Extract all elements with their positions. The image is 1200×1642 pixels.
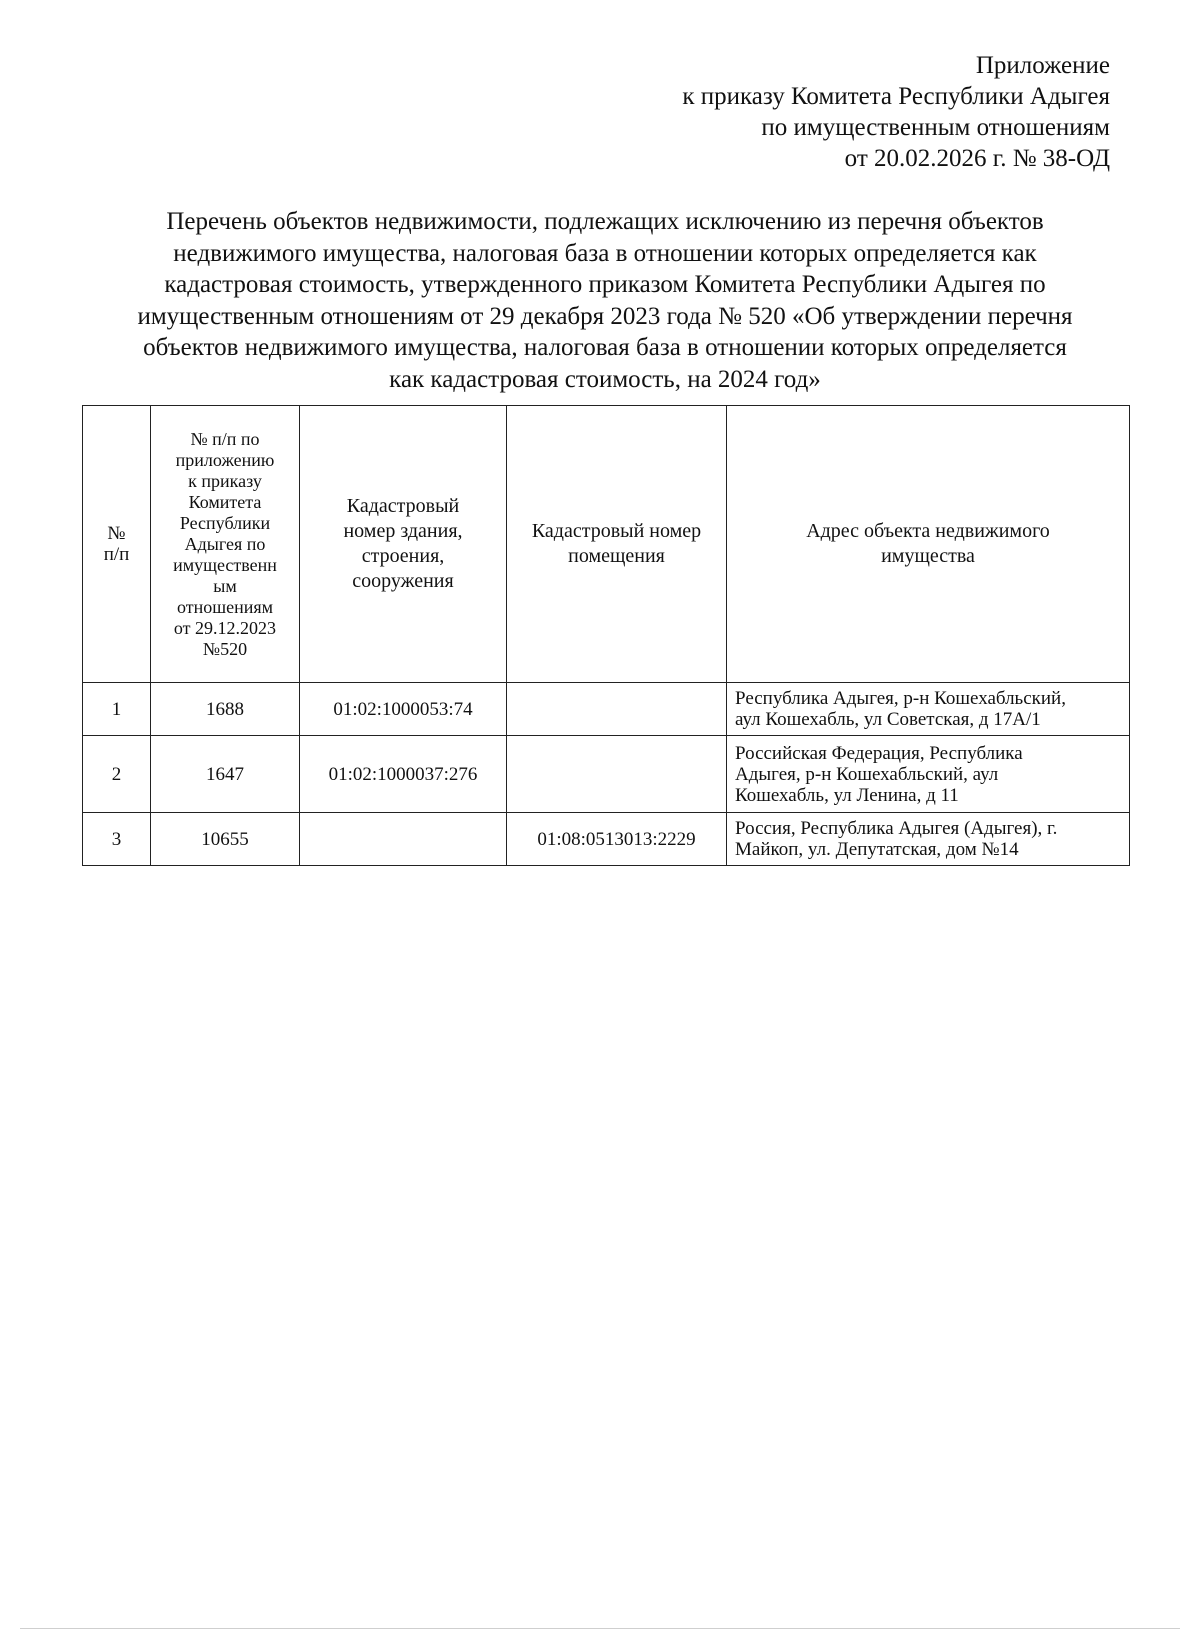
table-row xyxy=(83,683,1130,736)
header-room-cadastral xyxy=(507,406,727,683)
table-row xyxy=(83,813,1130,866)
header-line: номер здания, xyxy=(343,520,463,542)
cell-building-cadastral: 01:02:1000053:74 xyxy=(300,683,507,736)
header-line: Адрес объекта недвижимого xyxy=(806,520,1050,542)
cell-no: 2 xyxy=(83,736,151,813)
header-line: строения, xyxy=(361,545,445,567)
title-line: как кадастровая стоимость, на 2024 год» xyxy=(389,365,821,393)
appendix-line: по имущественным отношениям xyxy=(761,114,1110,141)
table-header-row xyxy=(83,406,1130,683)
header-address xyxy=(727,406,1130,683)
property-table xyxy=(82,405,1130,866)
cell-address xyxy=(727,683,1130,736)
header-line: № xyxy=(107,523,126,544)
header-line: Кадастровый номер xyxy=(531,520,702,542)
cell-address xyxy=(727,813,1130,866)
address-line: Адыгея, р-н Кошехабльский, аул xyxy=(735,763,999,785)
cell-building-cadastral: 01:02:1000037:276 xyxy=(300,736,507,813)
address-line: Россия, Республика Адыгея (Адыгея), г. xyxy=(735,818,1058,839)
header-line: помещения xyxy=(568,545,665,567)
header-line: №520 xyxy=(202,638,248,659)
cell-no: 1 xyxy=(83,683,151,736)
header-line: Кадастровый xyxy=(346,495,460,517)
header-line: № п/п по xyxy=(190,428,260,449)
title-line: объектов недвижимого имущества, налоговая база в отношении которых определяется xyxy=(143,334,1067,361)
header-line: от 29.12.2023 xyxy=(173,617,277,638)
address-line: аул Кошехабль, ул Советская, д 17А/1 xyxy=(735,709,1041,730)
address-line: Кошехабль, ул Ленина, д 11 xyxy=(735,784,959,806)
header-line: имущественн xyxy=(173,554,277,575)
appendix-line: Приложение xyxy=(975,52,1110,79)
header-building-cadastral xyxy=(300,406,507,683)
appendix-line: от 20.02.2026 г. № 38-ОД xyxy=(844,145,1110,172)
title-line: имущественным отношениям от 29 декабря 2023 года № 520 «Об утверждении перечня xyxy=(137,302,1073,330)
cell-no: 3 xyxy=(83,813,151,866)
appendix-line: к приказу Комитета Республики Адыгея xyxy=(682,83,1110,110)
title-line: недвижимого имущества, налоговая база в отношении которых определяется как xyxy=(173,239,1037,267)
page-bottom-rule xyxy=(20,1628,1180,1629)
title-line: кадастровая стоимость, утвержденного приказом Комитета Республики Адыгея по xyxy=(164,271,1046,298)
header-line: сооружения xyxy=(352,570,454,592)
header-line: имущества xyxy=(881,545,975,567)
cell-appendix-number: 10655 xyxy=(151,813,300,866)
header-line: Комитета xyxy=(188,491,262,512)
header-line: п/п xyxy=(103,544,130,565)
cell-room-cadastral xyxy=(507,736,727,813)
header-line: к приказу xyxy=(188,470,262,491)
header-no xyxy=(83,406,151,683)
header-line: Адыгея по xyxy=(184,533,266,554)
header-line: отношениям xyxy=(176,596,274,617)
address-line: Республика Адыгея, р-н Кошехабльский, xyxy=(735,688,1066,709)
header-appendix-number xyxy=(151,406,300,683)
cell-appendix-number: 1647 xyxy=(151,736,300,813)
address-line: Российская Федерация, Республика xyxy=(735,742,1023,764)
cell-room-cadastral: 01:08:0513013:2229 xyxy=(507,813,727,866)
cell-building-cadastral xyxy=(300,813,507,866)
header-line: Республики xyxy=(179,512,271,533)
cell-address xyxy=(727,736,1130,813)
cell-appendix-number: 1688 xyxy=(151,683,300,736)
appendix-header xyxy=(682,50,1110,174)
header-line: ым xyxy=(213,575,237,596)
document-title xyxy=(70,206,1140,395)
title-line: Перечень объектов недвижимости, подлежащих исключению из перечня объектов xyxy=(166,208,1044,235)
cell-room-cadastral xyxy=(507,683,727,736)
header-line: приложению xyxy=(175,449,275,470)
table-row xyxy=(83,736,1130,813)
address-line: Майкоп, ул. Депутатская, дом №14 xyxy=(735,839,1019,860)
